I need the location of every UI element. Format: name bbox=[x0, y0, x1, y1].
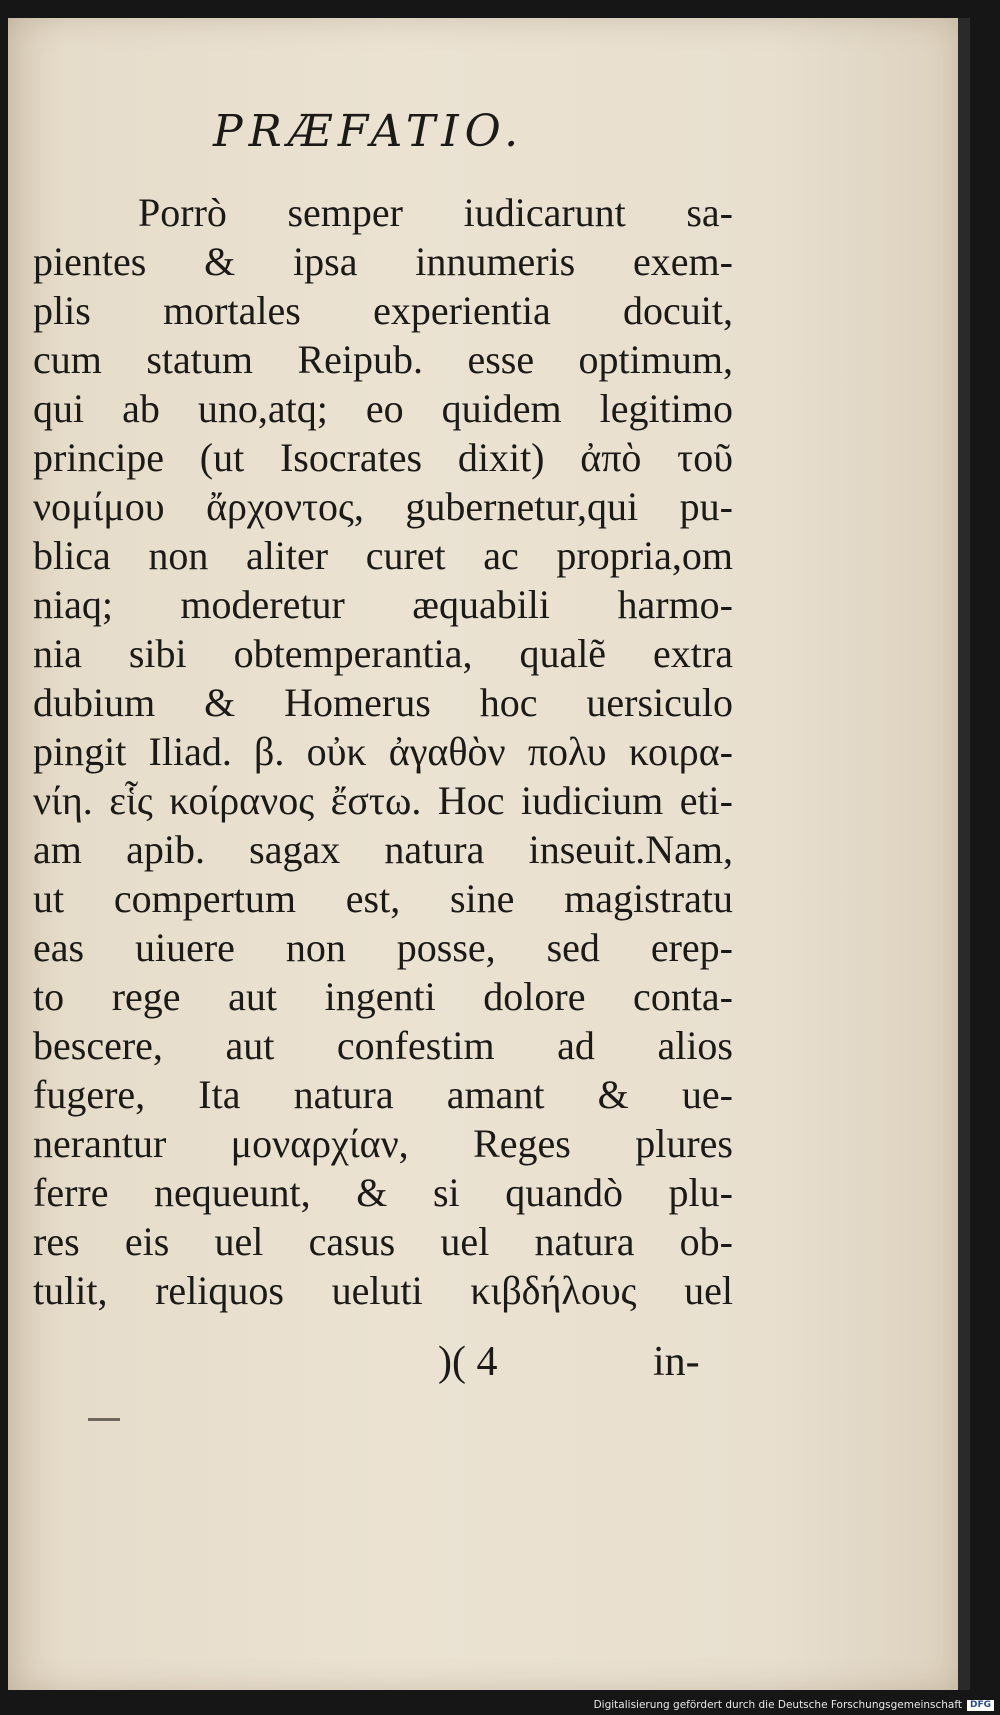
text-line: nia sibi obtemperantia, qualẽ extra bbox=[33, 631, 733, 676]
text-line: qui ab uno,atq; eo quidem legitimo bbox=[33, 386, 733, 431]
text-line: nerantur μοναρχίαν, Reges plures bbox=[33, 1121, 733, 1166]
text-line: fugere, Ita natura amant & ue- bbox=[33, 1072, 733, 1117]
credit-text: Digitalisierung gefördert durch die Deutsche Forschungsgemeinschaft bbox=[593, 1699, 962, 1711]
text-line: ut compertum est, sine magistratu bbox=[33, 876, 733, 921]
text-line: ferre nequeunt, & si quandò plu- bbox=[33, 1170, 733, 1215]
book-page bbox=[8, 18, 960, 1690]
text-line: blica non aliter curet ac propria,om bbox=[33, 533, 733, 578]
catchword: in- bbox=[653, 1339, 700, 1385]
text-line: niaq; moderetur æquabili harmo- bbox=[33, 582, 733, 627]
text-line: Porrò semper iudicarunt sa- bbox=[138, 190, 733, 235]
digitization-credit bbox=[594, 1699, 994, 1711]
text-line: bescere, aut confestim ad alios bbox=[33, 1023, 733, 1068]
text-line: to rege aut ingenti dolore conta- bbox=[33, 974, 733, 1019]
page-edge bbox=[958, 18, 970, 1690]
text-line: νομίμου ἄρχοντος, gubernetur,qui pu- bbox=[33, 484, 733, 529]
text-line: tulit, reliquos ueluti κιβδήλους uel bbox=[33, 1268, 733, 1313]
dfg-logo: DFG bbox=[967, 1700, 994, 1711]
text-line: pingit Iliad. β. οὐκ ἀγαθὸν πολυ κοιρα- bbox=[33, 729, 733, 774]
ink-mark bbox=[88, 1418, 120, 1421]
running-header: PRÆFATIO. bbox=[213, 106, 525, 157]
text-line: νίη. εἷς κοίρανος ἔστω. Hoc iudicium eti- bbox=[33, 778, 733, 823]
text-line: pientes & ipsa innumeris exem- bbox=[33, 239, 733, 284]
text-body bbox=[33, 188, 733, 1315]
text-line: principe (ut Isocrates dixit) ἀπὸ τοῦ bbox=[33, 435, 733, 480]
text-line: cum statum Reipub. esse optimum, bbox=[33, 337, 733, 382]
signature-mark: )( 4 bbox=[438, 1339, 498, 1385]
text-line: eas uiuere non posse, sed erep- bbox=[33, 925, 733, 970]
text-line: res eis uel casus uel natura ob- bbox=[33, 1219, 733, 1264]
text-line: plis mortales experientia docuit, bbox=[33, 288, 733, 333]
text-line: dubium & Homerus hoc uersiculo bbox=[33, 680, 733, 725]
text-line: am apib. sagax natura inseuit.Nam, bbox=[33, 827, 733, 872]
